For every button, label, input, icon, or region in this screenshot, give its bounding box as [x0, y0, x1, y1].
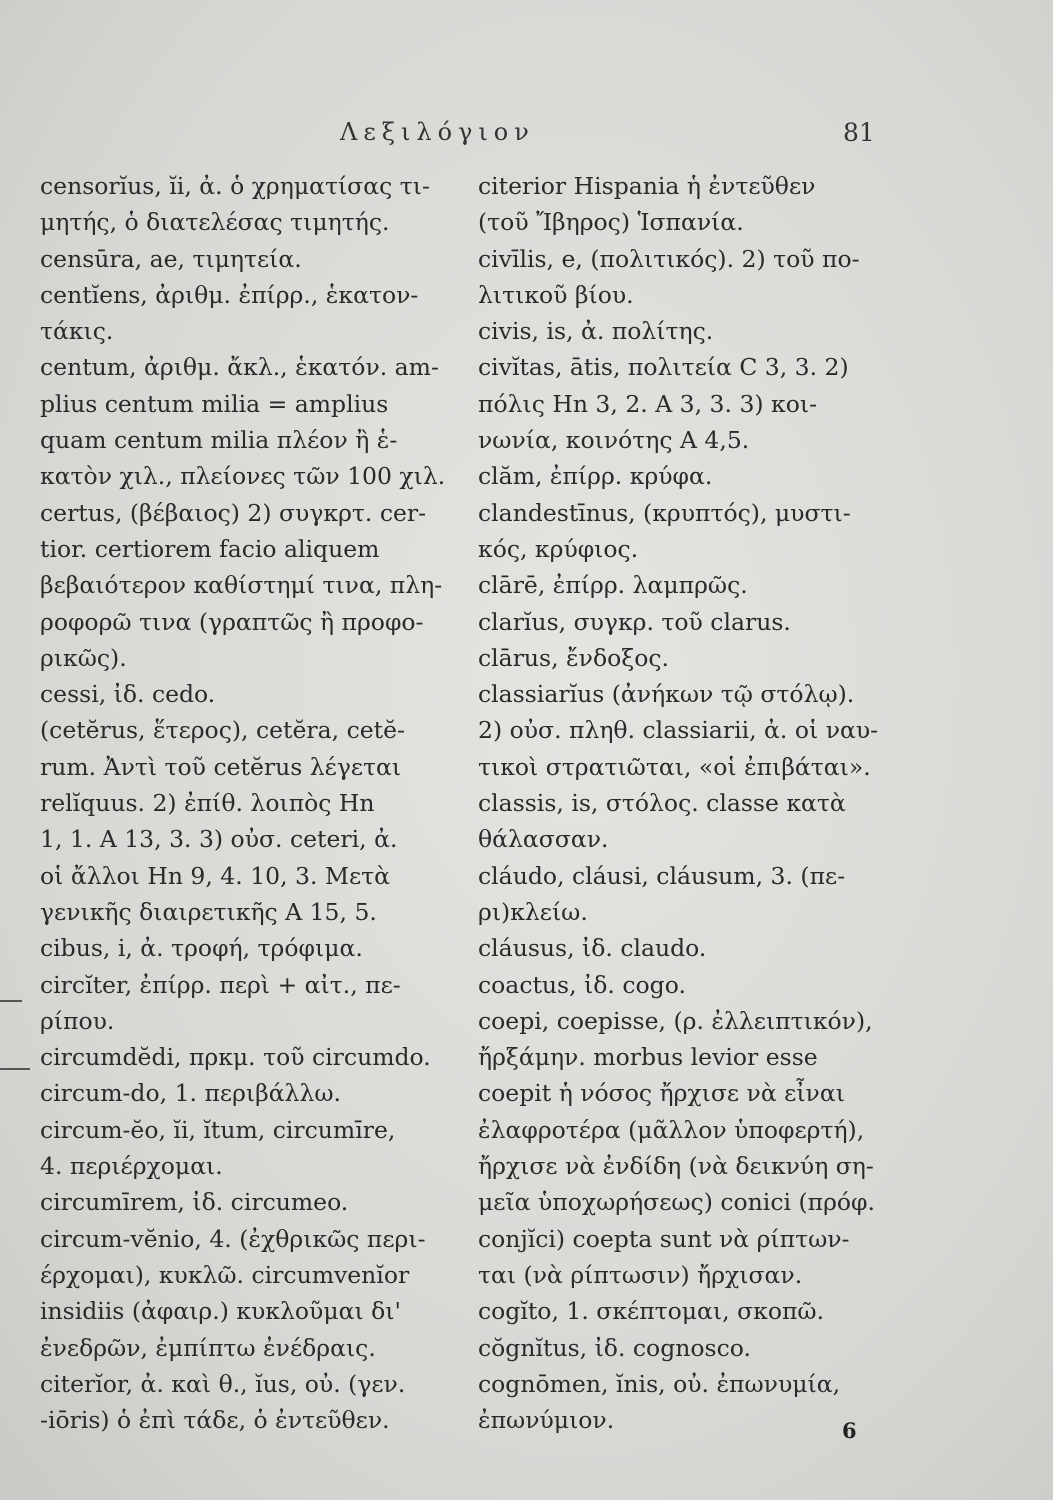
text-line: censūra, ae, τιμητεία. [40, 244, 302, 273]
text-line: οἱ ἄλλοι Hn 9, 4. 10, 3. Μετὰ [40, 861, 391, 890]
text-line: θάλασσαν. [478, 825, 609, 854]
text-line: centĭens, ἀριθμ. ἐπίρρ., ἑκατον- [40, 280, 419, 309]
left-column [40, 168, 460, 1438]
text-line: νωνία, κοινότης A 4,5. [478, 426, 750, 455]
text-line: cessi, ἰδ. cedo. [40, 680, 216, 709]
text-line: 1, 1. A 13, 3. 3) οὐσ. ceteri, ἀ. [40, 825, 398, 854]
text-line: λιτικοῦ βίου. [478, 280, 634, 309]
text-line: ἐπωνύμιον. [478, 1406, 615, 1435]
text-line: (τοῦ Ἴβηρος) Ἱσπανία. [478, 208, 744, 237]
text-line: ἤρξάμην. morbus levior esse [478, 1043, 818, 1072]
text-line: ἐνεδρῶν, ἐμπίπτω ἐνέδραις. [40, 1333, 376, 1362]
text-line: classiarĭus (ἀνήκων τῷ στόλῳ). [478, 680, 855, 709]
text-line: clarĭus, συγκρ. τοῦ clarus. [478, 607, 791, 636]
text-line: κός, κρύφιος. [478, 534, 639, 563]
text-line: coepit ἡ νόσος ἤρχισε νὰ εἶναι [478, 1079, 845, 1108]
text-line: κατὸν χιλ., πλείονες τῶν 100 χιλ. [40, 462, 446, 491]
text-line: tior. certiorem facio aliquem [40, 534, 380, 563]
text-line: τικοὶ στρατιῶται, «οἱ ἐπιβάται». [478, 752, 871, 781]
text-line: relĭquus. 2) ἐπίθ. λοιπὸς Hn [40, 789, 375, 818]
text-line: ρικῶς). [40, 643, 127, 672]
text-line: μεῖα ὑποχωρήσεως) conici (πρόφ. [478, 1188, 875, 1217]
margin-tick-mark [0, 1000, 22, 1002]
text-line: γενικῆς διαιρετικῆς A 15, 5. [40, 897, 377, 926]
text-line: circĭter, ἐπίρρ. περὶ + αἰτ., πε- [40, 970, 401, 999]
text-line: insidiis (ἀφαιρ.) κυκλοῦμαι δι' [40, 1297, 401, 1326]
text-line: ρίπου. [40, 1006, 115, 1035]
text-line: centum, ἀριθμ. ἄκλ., ἑκατόν. am- [40, 353, 439, 382]
right-column [478, 168, 908, 1438]
text-line: clandestīnus, (κρυπτός), μυστι- [478, 498, 851, 527]
text-line: ρι)κλείω. [478, 897, 588, 926]
text-line: τάκις. [40, 317, 114, 346]
text-line: clārus, ἔνδοξος. [478, 643, 669, 672]
text-line: έρχομαι), κυκλῶ. circumvenĭor [40, 1260, 410, 1289]
text-line: circum-vĕnio, 4. (ἐχθρικῶς περι- [40, 1224, 426, 1253]
text-line: clăm, ἐπίρρ. κρύφα. [478, 462, 713, 491]
text-line: coepi, coepisse, (ρ. ἐλλειπτικόν), [478, 1006, 873, 1035]
text-line: circumdĕdi, πρκμ. τοῦ circumdo. [40, 1043, 431, 1072]
text-line: citerior Hispania ἡ ἐντεῦθεν [478, 172, 816, 200]
page-number: 81 [843, 118, 875, 147]
text-line: 2) οὐσ. πληθ. classiarii, ἀ. οἱ ναυ- [478, 716, 879, 745]
text-line: clārē, ἐπίρρ. λαμπρῶς. [478, 571, 748, 600]
text-line: cláusus, ἰδ. claudo. [478, 934, 707, 963]
text-line: 4. περιέρχομαι. [40, 1152, 223, 1181]
text-line: cogĭto, 1. σκέπτομαι, σκοπῶ. [478, 1297, 825, 1326]
text-line: cláudo, cláusi, cláusum, 3. (πε- [478, 861, 846, 890]
text-line: plius centum milia = amplius [40, 389, 389, 418]
text-line: ροφορῶ τινα (γραπτῶς ἢ προφο- [40, 607, 424, 636]
running-title: Λεξιλόγιον [340, 118, 535, 146]
text-line: civīlis, e, (πολιτικός). 2) τοῦ πο- [478, 244, 860, 273]
text-line: circumīrem, ἰδ. circumeo. [40, 1188, 349, 1217]
text-line: ἤρχισε νὰ ἐνδίδη (νὰ δεικνύη ση- [478, 1152, 874, 1181]
text-line: rum. Ἀντὶ τοῦ cetĕrus λέγεται [40, 752, 402, 781]
text-line: cognōmen, ĭnis, οὐ. ἐπωνυμία, [478, 1369, 841, 1398]
text-line: (cetĕrus, ἕτερος), cetĕra, cetĕ- [40, 716, 405, 745]
margin-tick-mark [0, 1068, 30, 1070]
text-line: ται (νὰ ρίπτωσιν) ἤρχισαν. [478, 1260, 803, 1289]
text-line: civis, is, ἀ. πολίτης. [478, 317, 714, 346]
text-line: cŏgnĭtus, ἰδ. cognosco. [478, 1333, 751, 1362]
text-line: μητής, ὁ διατελέσας τιμητής. [40, 208, 390, 237]
text-line: πόλις Hn 3, 2. A 3, 3. 3) κοι- [478, 389, 818, 418]
text-line: quam centum milia πλέον ἢ ἑ- [40, 426, 398, 455]
text-line: -iōris) ὁ ἐπὶ τάδε, ὁ ἐντεῦθεν. [40, 1406, 390, 1435]
text-line: censorĭus, ĭi, ἀ. ὁ χρηματίσας τι- [40, 172, 430, 200]
signature-mark: 6 [842, 1418, 857, 1443]
text-line: citerĭor, ἀ. καὶ θ., ĭus, οὐ. (γεν. [40, 1369, 406, 1398]
text-line: βεβαιότερον καθίστημί τινα, πλη- [40, 571, 443, 600]
text-line: cibus, i, ἀ. τροφή, τρόφιμα. [40, 934, 363, 963]
text-line: certus, (βέβαιος) 2) συγκρτ. cer- [40, 498, 427, 527]
text-line: conjĭci) coepta sunt νὰ ρίπτων- [478, 1224, 850, 1253]
text-line: civĭtas, ātis, πολιτεία C 3, 3. 2) [478, 353, 849, 382]
text-line: coactus, ἰδ. cogo. [478, 970, 686, 999]
text-line: ἐλαφροτέρα (μᾶλλον ὑποφερτή), [478, 1115, 865, 1144]
text-line: circum-ĕo, ĭi, ĭtum, circumīre, [40, 1115, 396, 1144]
text-line: classis, is, στόλος. classe κατὰ [478, 789, 846, 818]
text-line: circum-do, 1. περιβάλλω. [40, 1079, 341, 1108]
